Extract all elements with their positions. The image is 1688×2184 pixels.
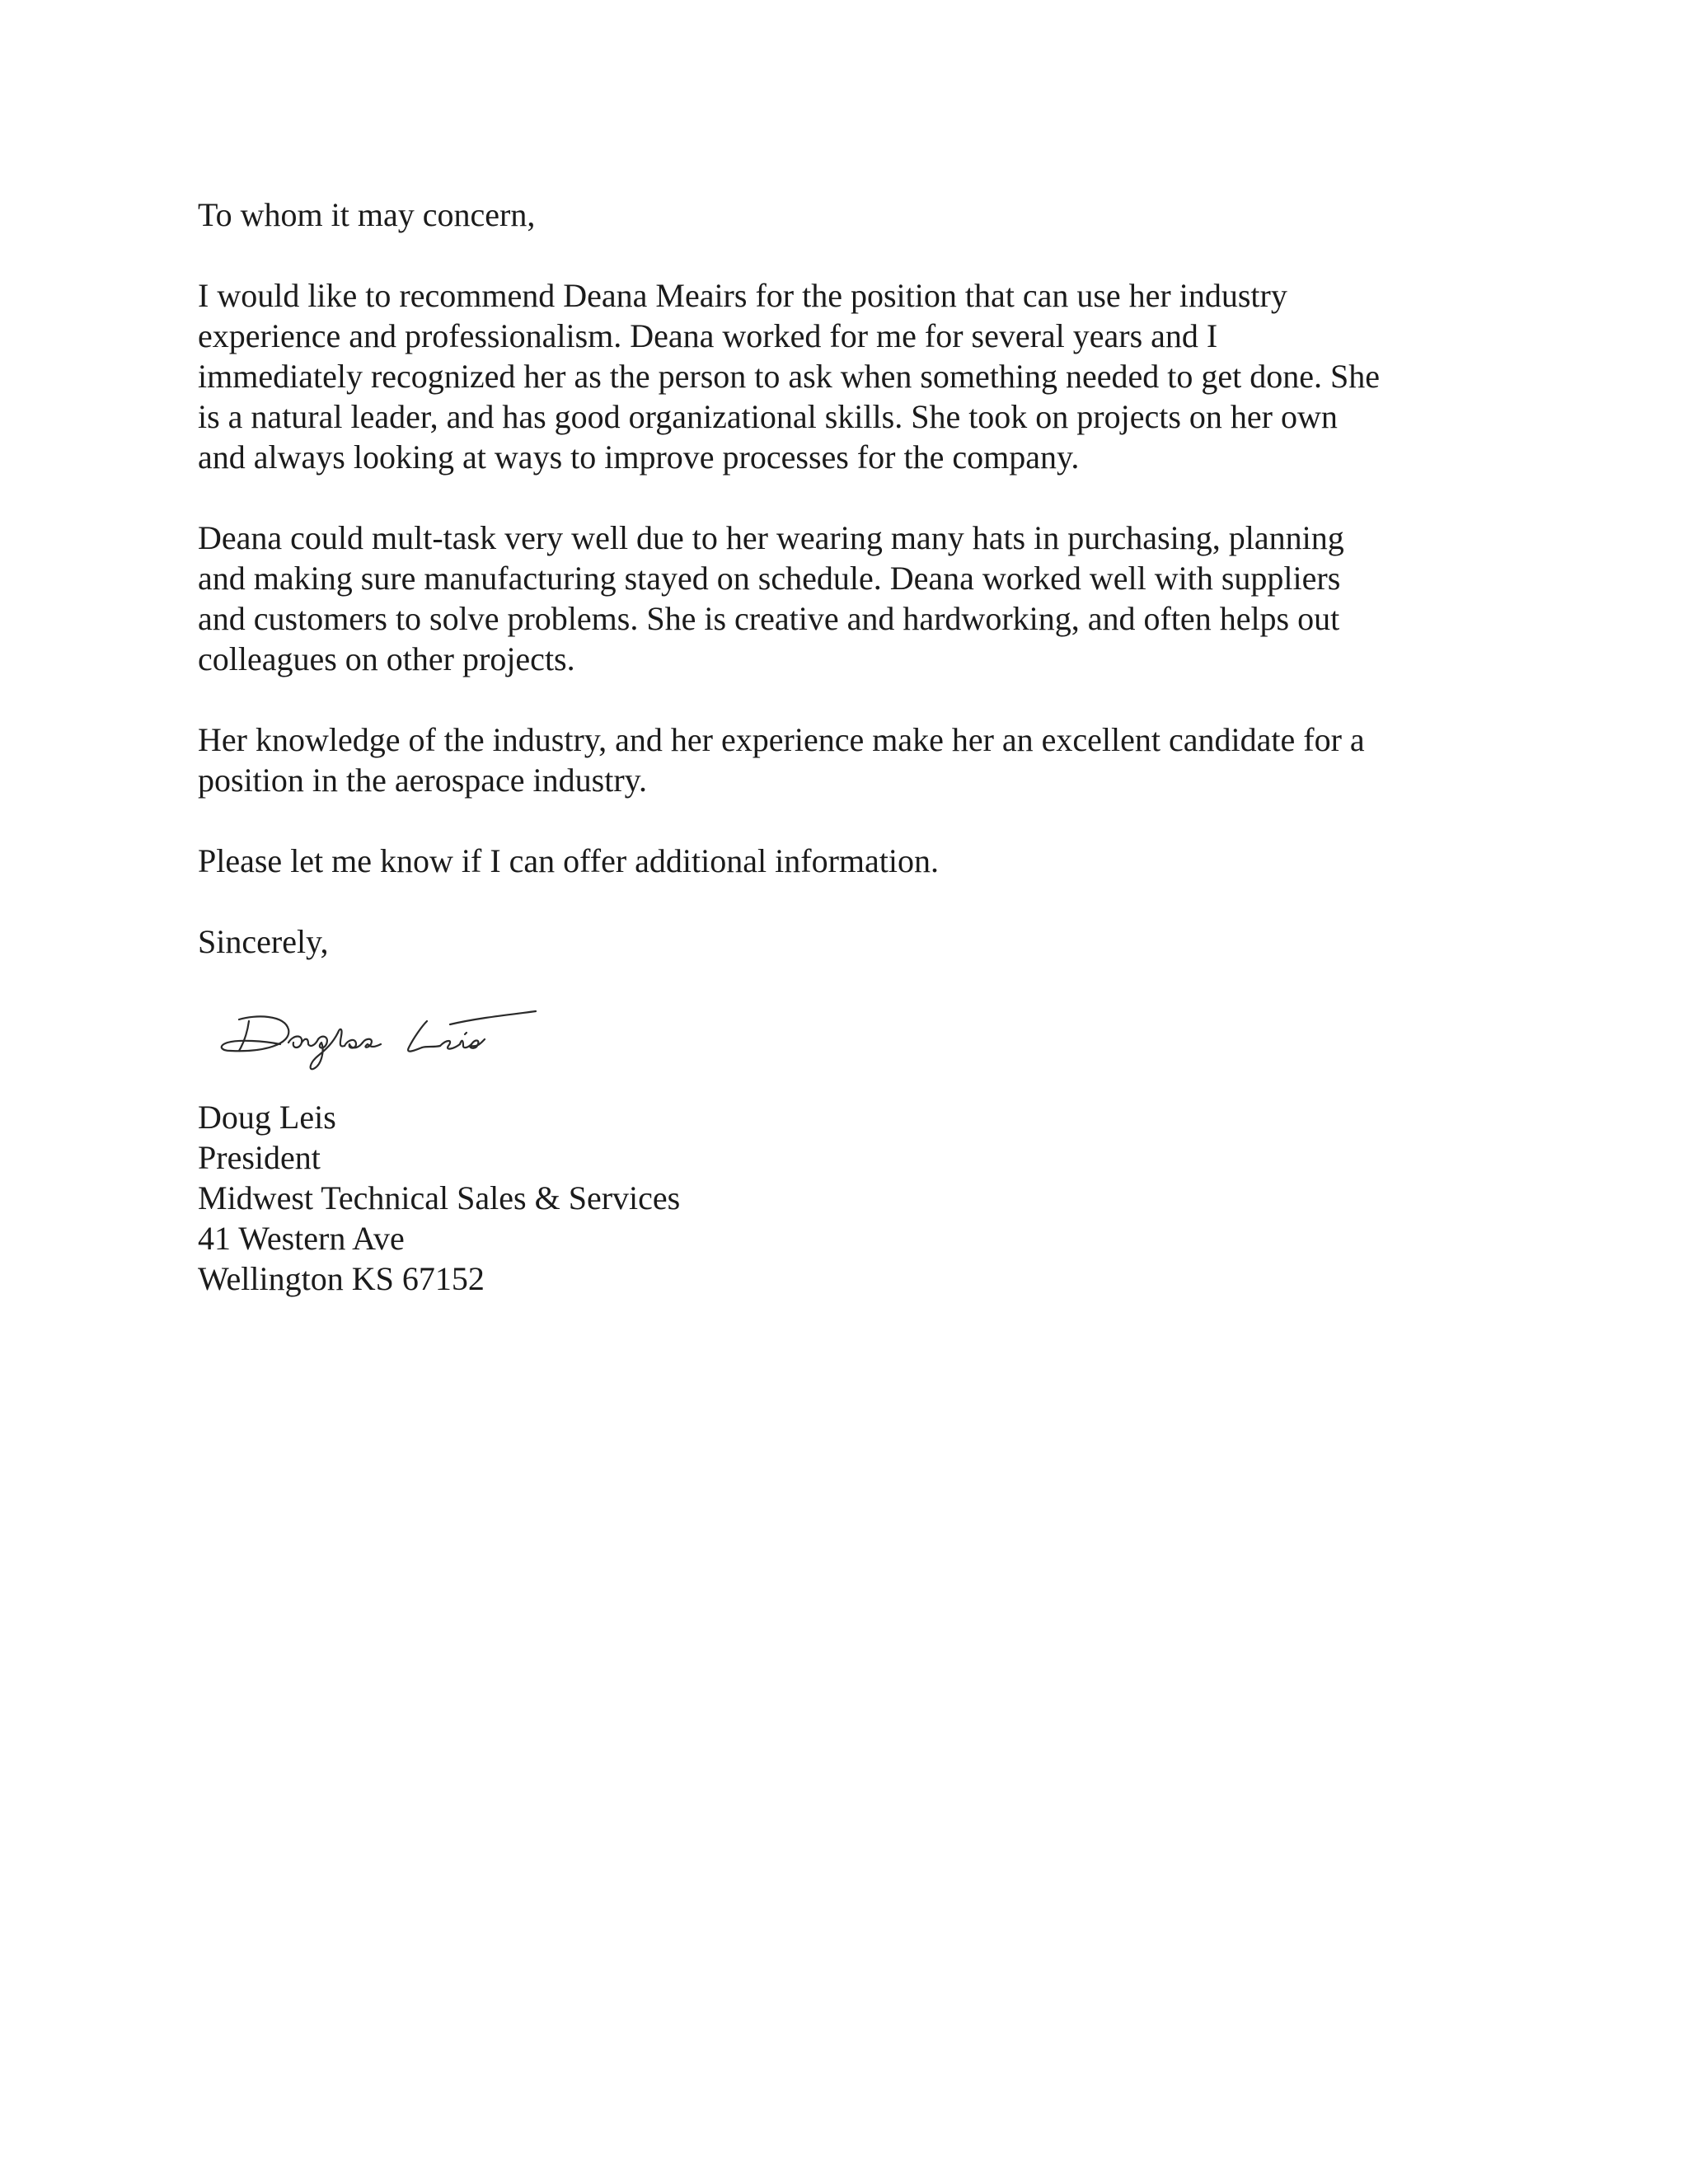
paragraph-candidate: Her knowledge of the industry, and her experience make her an excellent candidate for a position in the aerospace industry.	[198, 721, 1365, 799]
signer-address-line1: 41 Western Ave	[198, 1220, 405, 1257]
signature-icon	[206, 996, 569, 1079]
letter-body	[198, 194, 1517, 1299]
paragraph-multitasking: Deana could mult-task very well due to her wearing many hats in purchasing, planning and making sure manufacturing stayed on schedule. Deana worked well with suppliers and customers to solve problems. She is creative and hardworking, and often helps out colleagues on other projects.	[198, 519, 1344, 677]
salutation: To whom it may concern,	[198, 196, 536, 233]
paragraph-contact: Please let me know if I can offer additional information.	[198, 842, 939, 879]
signer-name: Doug Leis	[198, 1099, 336, 1136]
signer-company: Midwest Technical Sales & Services	[198, 1179, 681, 1216]
signature-block	[198, 1097, 1517, 1299]
signer-title: President	[198, 1139, 321, 1176]
signer-address-line2: Wellington KS 67152	[198, 1260, 485, 1297]
handwritten-signature	[206, 996, 569, 1079]
closing: Sincerely,	[198, 923, 329, 960]
paragraph-recommendation: I would like to recommend Deana Meairs for the position that can use her industry experience and professionalism. Deana worked for me for several years and I immediately recognized her as the person to ask when something needed to get done. She is a natural leader, and has good organizational skills. She took on projects on her own and always looking at ways to improve processes for the company.	[198, 277, 1381, 476]
